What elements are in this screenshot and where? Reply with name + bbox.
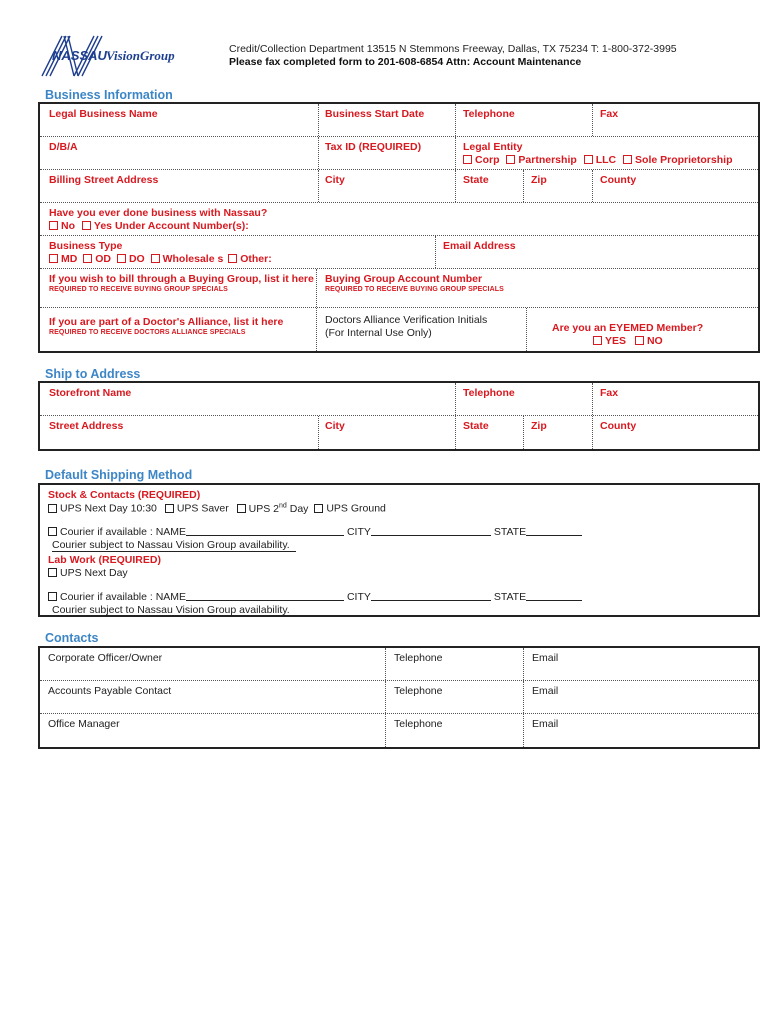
courier-stock-checkbox[interactable]	[48, 527, 57, 536]
courier-stock-city-label: CITY	[346, 526, 371, 538]
county-field[interactable]	[592, 170, 758, 202]
ship-fax-label: Fax	[600, 387, 619, 399]
ship-telephone-label: Telephone	[463, 387, 515, 399]
storefront-label: Storefront Name	[49, 387, 132, 399]
ship-to-title: Ship to Address	[45, 367, 141, 381]
business-type-options	[49, 253, 272, 265]
ship-row-1	[40, 383, 758, 416]
eyemed-field	[527, 308, 758, 351]
llc-checkbox[interactable]	[584, 155, 593, 164]
ship-fax-field[interactable]	[592, 383, 758, 415]
other-label: Other:	[240, 253, 272, 265]
contact-email-label: Email	[532, 718, 559, 730]
eyemed-question: Are you an EYEMED Member?	[552, 322, 704, 334]
verification-note: (For Internal Use Only)	[325, 327, 432, 339]
nassau-yes-label: Yes Under Account Number(s):	[93, 220, 249, 232]
courier-line-stock	[48, 526, 582, 538]
ship-city-field[interactable]	[318, 416, 455, 449]
ship-street-field[interactable]	[40, 416, 318, 449]
nassau-question: Have you ever done business with Nassau?	[49, 207, 268, 219]
lab-ups-options	[48, 567, 128, 579]
contacts-title: Contacts	[45, 631, 99, 645]
header-address: Credit/Collection Department 13515 N Stemmons Freeway, Dallas, TX 75234 T: 1-800-372-3995	[229, 43, 677, 55]
tax-id-field[interactable]	[318, 137, 455, 169]
buying-group-label: If you wish to bill through a Buying Group, list it here	[49, 273, 314, 285]
legal-entity-field	[455, 137, 758, 169]
contact-role-label: Office Manager	[48, 718, 120, 730]
ups-ground-label: UPS Ground	[326, 502, 386, 515]
legal-name-label: Legal Business Name	[49, 108, 158, 120]
contact-telephone-field[interactable]	[385, 714, 523, 747]
ups-saver-checkbox[interactable]	[165, 504, 174, 513]
ups-next-1030-checkbox[interactable]	[48, 504, 57, 513]
md-checkbox[interactable]	[49, 254, 58, 263]
courier-stock-label: Courier if available : NAME	[60, 526, 187, 538]
doctors-alliance-label: If you are part of a Doctor's Alliance, list it here	[49, 316, 284, 328]
lab-work-title: Lab Work (REQUIRED)	[48, 554, 161, 566]
do-label: DO	[128, 253, 145, 265]
other-checkbox[interactable]	[228, 254, 237, 263]
buying-acct-field[interactable]	[316, 269, 758, 307]
contacts-box	[38, 646, 760, 749]
contact-role-field[interactable]	[40, 648, 385, 680]
eyemed-yes-label: YES	[605, 335, 627, 347]
contact-telephone-field[interactable]	[385, 681, 523, 713]
partnership-label: Partnership	[518, 154, 577, 166]
telephone-field[interactable]	[455, 104, 592, 136]
nassau-history-row	[40, 203, 758, 236]
contact-email-field[interactable]	[523, 648, 758, 680]
business-type-field	[40, 236, 435, 268]
ups-2nd-day-checkbox[interactable]	[237, 504, 246, 513]
ship-county-field[interactable]	[592, 416, 758, 449]
verification-label: Doctors Alliance Verification Initials	[325, 314, 488, 326]
courier-stock-note: Courier subject to Nassau Vision Group availability.	[52, 539, 296, 552]
business-row-1	[40, 104, 758, 137]
business-row-3	[40, 170, 758, 203]
tax-id-label: Tax ID (REQUIRED)	[325, 141, 422, 153]
storefront-field[interactable]	[40, 383, 455, 415]
nassau-no-label: No	[61, 220, 75, 232]
state-label: State	[463, 174, 489, 186]
sole-prop-label: Sole Proprietorship	[635, 154, 733, 166]
courier-lab-label: Courier if available : NAME	[60, 591, 187, 603]
contact-telephone-label: Telephone	[394, 685, 443, 697]
ship-state-field[interactable]	[455, 416, 523, 449]
llc-label: LLC	[595, 154, 617, 166]
billing-street-field[interactable]	[40, 170, 318, 202]
svg-text:VisionGroup: VisionGroup	[106, 48, 175, 63]
business-info-box	[38, 102, 760, 353]
dba-field[interactable]	[40, 137, 318, 169]
courier-lab-city-label: CITY	[346, 591, 371, 603]
business-row-2	[40, 137, 758, 170]
ship-to-box	[38, 381, 760, 451]
ship-county-label: County	[600, 420, 637, 432]
md-label: MD	[61, 253, 78, 265]
buying-acct-label: Buying Group Account Number	[325, 273, 483, 285]
billing-street-label: Billing Street Address	[49, 174, 159, 186]
eyemed-no-checkbox[interactable]	[635, 336, 644, 345]
contact-row	[40, 714, 758, 747]
courier-stock-name-input[interactable]	[186, 526, 344, 536]
state-field[interactable]	[455, 170, 523, 202]
stock-contacts-title: Stock & Contacts (REQUIRED)	[48, 489, 201, 501]
ups-saver-label: UPS Saver	[176, 502, 229, 515]
email-label: Email Address	[443, 240, 516, 252]
zip-field[interactable]	[523, 170, 592, 202]
legal-entity-options	[463, 154, 732, 166]
business-info-title: Business Information	[45, 88, 173, 102]
verification-field[interactable]	[316, 308, 527, 351]
buying-group-field[interactable]	[40, 269, 316, 307]
ship-street-label: Street Address	[49, 420, 124, 432]
courier-stock-state-label: STATE	[493, 526, 527, 538]
wholesale-label: Wholesale s	[162, 253, 224, 265]
courier-line-lab	[48, 591, 582, 603]
courier-stock-city-input[interactable]	[371, 526, 491, 536]
contact-role-field[interactable]	[40, 714, 385, 747]
start-date-label: Business Start Date	[325, 108, 425, 120]
header-fax-instruction: Please fax completed form to 201-608-6854 Attn: Account Maintenance	[229, 56, 582, 68]
legal-entity-label: Legal Entity	[463, 141, 523, 153]
shipping-method-title: Default Shipping Method	[45, 468, 193, 482]
eyemed-no-label: NO	[646, 335, 663, 347]
business-type-row	[40, 236, 758, 269]
email-field[interactable]	[435, 236, 758, 268]
courier-lab-state-input[interactable]	[526, 591, 582, 601]
courier-stock-state-input[interactable]	[526, 526, 582, 536]
contact-email-field[interactable]	[523, 714, 758, 747]
ship-zip-field[interactable]	[523, 416, 592, 449]
eyemed-yes-checkbox[interactable]	[593, 336, 602, 345]
zip-label: Zip	[531, 174, 547, 186]
courier-lab-note: Courier subject to Nassau Vision Group availability.	[52, 604, 296, 617]
lab-ups-next-checkbox[interactable]	[48, 568, 57, 577]
city-label: City	[325, 174, 345, 186]
sole-prop-checkbox[interactable]	[623, 155, 632, 164]
doctors-alliance-required: REQUIRED TO RECEIVE DOCTORS ALLIANCE SPECIALS	[49, 329, 246, 336]
contact-telephone-label: Telephone	[394, 652, 443, 664]
stock-ups-options	[48, 502, 386, 515]
contact-role-label: Corporate Officer/Owner	[48, 652, 163, 664]
county-label: County	[600, 174, 637, 186]
svg-text:NASSAU: NASSAU	[52, 48, 107, 63]
od-checkbox[interactable]	[83, 254, 92, 263]
doctors-alliance-row	[40, 308, 758, 351]
ship-state-label: State	[463, 420, 489, 432]
fax-field[interactable]	[592, 104, 758, 136]
courier-lab-state-label: STATE	[493, 591, 527, 603]
courier-lab-name-input[interactable]	[186, 591, 344, 601]
courier-lab-city-input[interactable]	[371, 591, 491, 601]
contact-row	[40, 681, 758, 714]
contact-email-label: Email	[532, 652, 559, 664]
lab-ups-next-label: UPS Next Day	[60, 567, 128, 579]
legal-name-field[interactable]	[40, 104, 318, 136]
doctors-alliance-field[interactable]	[40, 308, 316, 351]
ship-zip-label: Zip	[531, 420, 547, 432]
nassau-options	[49, 220, 249, 232]
contact-telephone-field[interactable]	[385, 648, 523, 680]
buying-acct-required: REQUIRED TO RECEIVE BUYING GROUP SPECIALS	[325, 286, 504, 293]
business-type-label: Business Type	[49, 240, 123, 252]
contact-row	[40, 648, 758, 681]
do-checkbox[interactable]	[117, 254, 126, 263]
od-label: OD	[95, 253, 112, 265]
ship-telephone-field[interactable]	[455, 383, 592, 415]
nassau-logo	[40, 32, 205, 78]
partnership-checkbox[interactable]	[506, 155, 515, 164]
corp-checkbox[interactable]	[463, 155, 472, 164]
ups-ground-checkbox[interactable]	[314, 504, 323, 513]
nassau-yes-checkbox[interactable]	[82, 221, 91, 230]
start-date-field[interactable]	[318, 104, 455, 136]
contact-role-label: Accounts Payable Contact	[48, 685, 172, 697]
buying-group-row	[40, 269, 758, 308]
ship-row-2	[40, 416, 758, 449]
contact-email-label: Email	[532, 685, 559, 697]
ups-2nd-day-label: UPS 2nd Day	[248, 502, 309, 515]
eyemed-options	[593, 335, 663, 347]
telephone-label: Telephone	[463, 108, 515, 120]
contact-telephone-label: Telephone	[394, 718, 443, 730]
contact-email-field[interactable]	[523, 681, 758, 713]
wholesale-checkbox[interactable]	[151, 254, 160, 263]
fax-label: Fax	[600, 108, 619, 120]
dba-label: D/B/A	[49, 141, 78, 153]
buying-group-required: REQUIRED TO RECEIVE BUYING GROUP SPECIALS	[49, 286, 228, 293]
ups-next-1030-label: UPS Next Day 10:30	[60, 502, 157, 515]
courier-lab-checkbox[interactable]	[48, 592, 57, 601]
contact-role-field[interactable]	[40, 681, 385, 713]
nassau-no-checkbox[interactable]	[49, 221, 58, 230]
city-field[interactable]	[318, 170, 455, 202]
ship-city-label: City	[325, 420, 345, 432]
corp-label: Corp	[475, 154, 500, 166]
shipping-method-box	[38, 483, 760, 617]
